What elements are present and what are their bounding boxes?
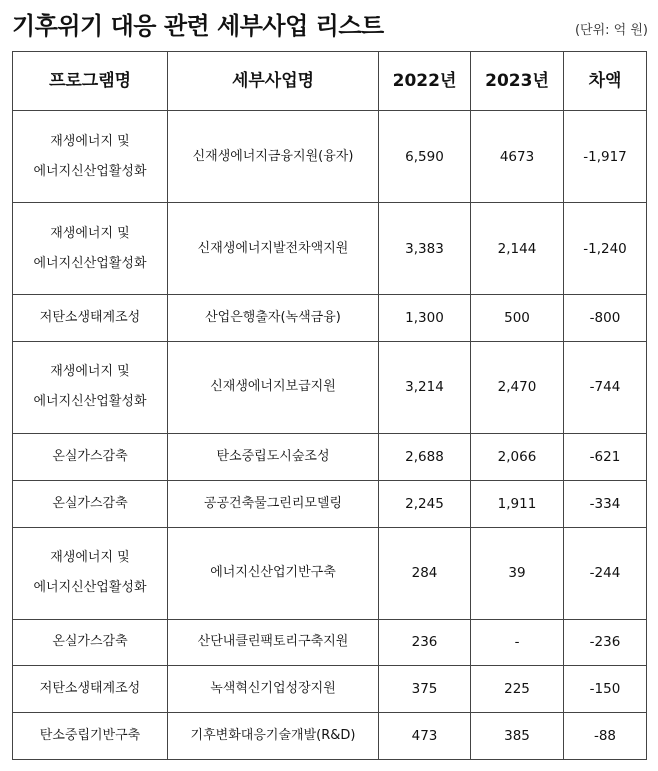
value-2022-cell: 2,688 (379, 433, 471, 480)
value-2023-cell: 39 (471, 527, 564, 619)
column-header-2023: 2023년 (471, 52, 564, 111)
table-row (13, 433, 647, 480)
value-2023-cell: 225 (471, 666, 564, 713)
program-cell: 저탄소생태계조성 (13, 666, 168, 713)
table-row (13, 341, 647, 433)
project-cell: 에너지신산업기반구축 (168, 527, 379, 619)
value-2022-cell: 236 (379, 619, 471, 666)
value-2022-cell: 1,300 (379, 295, 471, 342)
program-cell: 재생에너지 및 에너지신산업활성화 (13, 111, 168, 203)
table-row (13, 666, 647, 713)
diff-cell: -244 (564, 527, 647, 619)
project-cell: 산단내클린팩토리구축지원 (168, 619, 379, 666)
value-2023-cell: 2,470 (471, 341, 564, 433)
value-2022-cell: 375 (379, 666, 471, 713)
value-2022-cell: 6,590 (379, 111, 471, 203)
value-2022-cell: 3,214 (379, 341, 471, 433)
diff-cell: -88 (564, 713, 647, 760)
value-2022-cell: 3,383 (379, 203, 471, 295)
diff-cell: -1,240 (564, 203, 647, 295)
column-header-2022: 2022년 (379, 52, 471, 111)
budget-table (12, 51, 647, 760)
project-cell: 산업은행출자(녹색금융) (168, 295, 379, 342)
project-cell: 녹색혁신기업성장지원 (168, 666, 379, 713)
column-header-program: 프로그램명 (13, 52, 168, 111)
program-cell: 온실가스감축 (13, 619, 168, 666)
table-row (13, 619, 647, 666)
value-2023-cell: - (471, 619, 564, 666)
diff-cell: -334 (564, 480, 647, 527)
project-cell: 탄소중립도시숲조성 (168, 433, 379, 480)
diff-cell: -744 (564, 341, 647, 433)
value-2022-cell: 284 (379, 527, 471, 619)
table-row (13, 111, 647, 203)
value-2023-cell: 4673 (471, 111, 564, 203)
project-cell: 공공건축물그린리모델링 (168, 480, 379, 527)
value-2022-cell: 473 (379, 713, 471, 760)
program-cell: 재생에너지 및 에너지신산업활성화 (13, 527, 168, 619)
program-cell: 저탄소생태계조성 (13, 295, 168, 342)
program-cell: 재생에너지 및 에너지신산업활성화 (13, 203, 168, 295)
diff-cell: -621 (564, 433, 647, 480)
unit-note: (단위: 억 원) (574, 23, 648, 38)
column-header-project: 세부사업명 (168, 52, 379, 111)
project-cell: 신재생에너지발전차액지원 (168, 203, 379, 295)
value-2023-cell: 500 (471, 295, 564, 342)
value-2022-cell: 2,245 (379, 480, 471, 527)
program-cell: 온실가스감축 (13, 480, 168, 527)
table-row (13, 480, 647, 527)
diff-cell: -150 (564, 666, 647, 713)
table-header-row (13, 52, 647, 111)
program-cell: 재생에너지 및 에너지신산업활성화 (13, 341, 168, 433)
table-row (13, 527, 647, 619)
table-row (13, 295, 647, 342)
page-title: 기후위기 대응 관련 세부사업 리스트 (12, 12, 384, 40)
value-2023-cell: 2,066 (471, 433, 564, 480)
value-2023-cell: 385 (471, 713, 564, 760)
diff-cell: -1,917 (564, 111, 647, 203)
value-2023-cell: 1,911 (471, 480, 564, 527)
column-header-diff: 차액 (564, 52, 647, 111)
project-cell: 신재생에너지금융지원(융자) (168, 111, 379, 203)
table-row (13, 713, 647, 760)
diff-cell: -800 (564, 295, 647, 342)
table-row (13, 203, 647, 295)
project-cell: 기후변화대응기술개발(R&D) (168, 713, 379, 760)
value-2023-cell: 2,144 (471, 203, 564, 295)
project-cell: 신재생에너지보급지원 (168, 341, 379, 433)
program-cell: 온실가스감축 (13, 433, 168, 480)
program-cell: 탄소중립기반구축 (13, 713, 168, 760)
diff-cell: -236 (564, 619, 647, 666)
